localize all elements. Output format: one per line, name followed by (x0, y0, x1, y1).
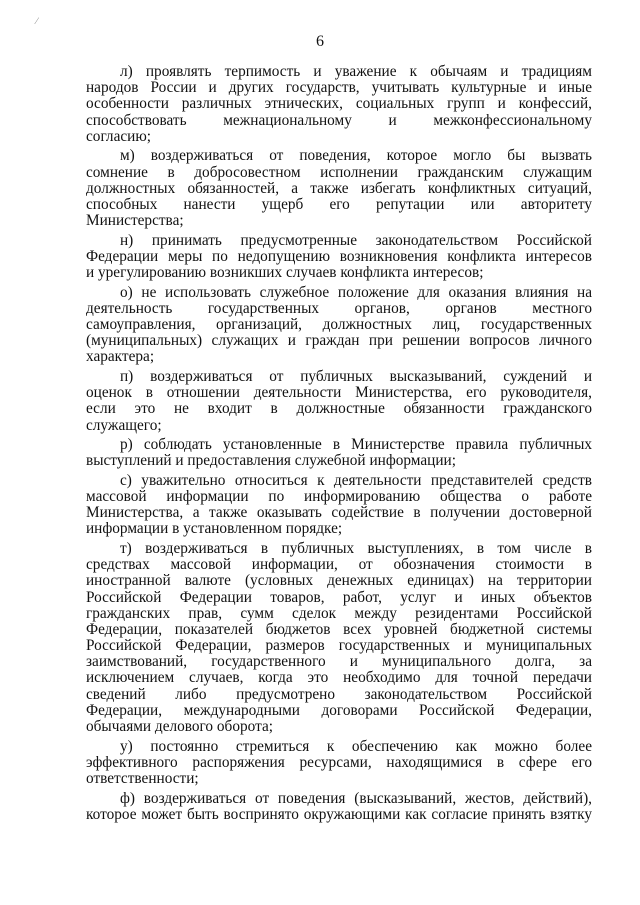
paragraph (86, 369, 592, 434)
text-line: о) не использовать служебное положение для оказания влияния на (120, 283, 592, 301)
text-line: способных нанести ущерб его репутации или авторитету (86, 195, 592, 213)
text-line: средствах массовой информации, от обозначения стоимости в (86, 556, 592, 574)
text-line: и урегулированию возникших случаев конфликта интересов; (86, 264, 484, 282)
text-line: иностранной валюте (условных денежных единицах) на территории (86, 572, 592, 590)
corner-scan-mark: ⁄ (36, 16, 38, 26)
text-line: способствовать межнациональному и межконфессиональному (86, 111, 592, 129)
text-line: служащего; (86, 416, 162, 434)
text-line: н) принимать предусмотренные законодательством Российской (120, 231, 592, 249)
text-line: (муниципальных) служащих и граждан при решении вопросов личного (86, 332, 592, 350)
paragraph (86, 148, 592, 229)
paragraph (86, 541, 592, 735)
text-line: особенности различных этнических, социальных групп и конфессий, (86, 95, 592, 113)
text-line: характера; (86, 348, 155, 366)
text-line: ответственности; (86, 770, 199, 787)
text-line: гражданских прав, сумм сделок между резидентами Российской (86, 604, 592, 622)
text-line: ф) воздерживаться от поведения (высказываний, жестов, действий), (120, 789, 592, 807)
text-line: с) уважительно относиться к деятельности представителей средств (120, 471, 592, 489)
text-line: должностных обязанностей, а также избегать конфликтных ситуаций, (86, 179, 592, 197)
text-line: сомнение в добросовестном исполнении гражданским служащим (86, 163, 592, 181)
text-line: п) воздерживаться от публичных высказываний, суждений и (120, 367, 592, 385)
text-line: Министерства; (86, 212, 184, 230)
text-line: выступлений и предоставления служебной информации; (86, 452, 456, 470)
text-line: самоуправления, организаций, должностных лиц, государственных (86, 315, 592, 333)
text-line: народов России и других государств, учитывать культурные и иные (86, 79, 592, 97)
text-line: Федерации, международными договорами Российской Федерации, (86, 701, 592, 719)
text-line: исключением случаев, когда это необходимо для точной передачи (86, 669, 592, 687)
text-line: у) постоянно стремиться к обеспечению как можно более (120, 737, 592, 755)
text-line: эффективного распоряжения ресурсами, находящимися в сфере его (86, 753, 592, 771)
paragraph (86, 64, 592, 145)
document-body (86, 64, 592, 823)
text-line: если это не входит в должностные обязанности гражданского (86, 400, 592, 418)
text-line: согласию; (86, 127, 152, 145)
page-number: 6 (316, 33, 324, 50)
text-line: информации в установленном порядке; (86, 520, 343, 538)
text-line: обычаями делового оборота; (86, 718, 273, 736)
text-line: которое может быть воспринято окружающими как согласие принять взятку (86, 805, 592, 823)
paragraph (86, 473, 592, 538)
text-line: деятельность государственных органов, органов местного (86, 299, 592, 317)
text-line: Российской Федерации товаров, работ, услуг и иных объектов (86, 588, 592, 606)
paragraph (86, 739, 592, 788)
text-line: л) проявлять терпимость и уважение к обычаям и традициям (120, 63, 592, 80)
text-line: р) соблюдать установленные в Министерстве правила публичных (120, 436, 592, 454)
text-line: м) воздерживаться от поведения, которое могло бы вызвать (120, 147, 592, 165)
text-line: Российской Федерации, размеров государственных и муниципальных (86, 637, 592, 655)
text-line: Федерации, показателей бюджетов всех уровней бюджетной системы (86, 620, 592, 638)
text-line: Федерации меры по недопущению возникновения конфликта интересов (86, 247, 592, 265)
text-line: Министерства, а также оказывать содействие в получении достоверной (86, 504, 592, 522)
text-line: заимствований, государственного и муниципального долга, за (86, 653, 592, 671)
paragraph (86, 233, 592, 282)
text-line: оценок в отношении деятельности Министерства, его руководителя, (86, 384, 592, 402)
text-line: т) воздерживаться в публичных выступлениях, в том числе в (120, 539, 592, 557)
paragraph (86, 791, 592, 823)
text-line: массовой информации по информированию общества о работе (86, 488, 592, 506)
text-line: сведений либо предусмотрено законодательством Российской (86, 685, 592, 703)
paragraph (86, 285, 592, 366)
paragraph (86, 437, 592, 469)
